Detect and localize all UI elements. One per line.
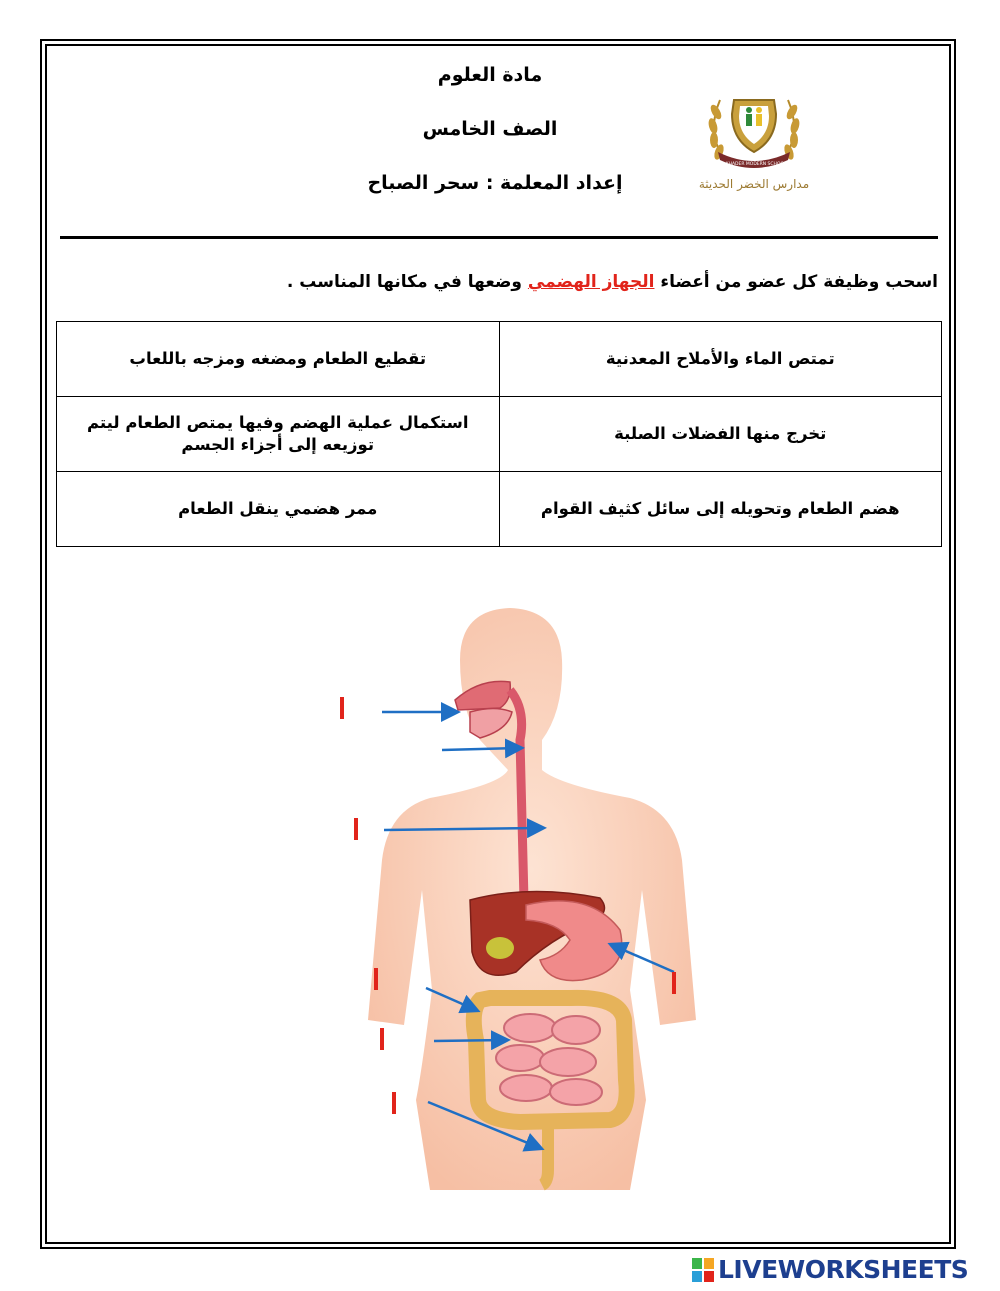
function-card[interactable]: استكمال عملية الهضم وفيها يمتص الطعام ليتم توزيعه إلى أجزاء الجسم <box>57 397 500 472</box>
rectum <box>542 1120 548 1185</box>
function-card[interactable]: ممر هضمي ينقل الطعام <box>57 472 500 547</box>
arrow-small-intestine <box>434 1040 506 1041</box>
function-card[interactable]: هضم الطعام وتحويله إلى سائل كثيف القوام <box>499 472 942 547</box>
functions-table <box>56 321 942 547</box>
table-row <box>57 397 942 472</box>
table-row <box>57 322 942 397</box>
function-card[interactable]: تمتص الماء والأملاح المعدنية <box>499 322 942 397</box>
teacher-credit: إعداد المعلمة : سحر الصباح <box>367 172 623 194</box>
instruction-part-1: اسحب وظيفة كل عضو من أعضاء <box>654 272 938 292</box>
drop-target-5[interactable] <box>380 1028 384 1050</box>
drop-target-4[interactable] <box>672 972 676 994</box>
function-card[interactable]: تخرج منها الفضلات الصلبة <box>499 397 942 472</box>
drop-target-1[interactable] <box>340 697 344 719</box>
instruction-highlight: الجهاز الهضمي <box>527 272 655 292</box>
small-intestine <box>496 1014 602 1105</box>
logo-school-name: مدارس الخضر الحديثة <box>698 177 810 191</box>
function-card[interactable]: تقطيع الطعام ومضغه ومزجه باللعاب <box>57 322 500 397</box>
header-divider <box>60 236 938 239</box>
liveworksheets-logo-icon <box>692 1258 714 1282</box>
logo-ribbon-text: AL KHADER MODERN SCHOOLS <box>718 162 790 167</box>
school-logo <box>686 78 822 196</box>
instruction-text <box>58 272 938 292</box>
subject-title: مادة العلوم <box>437 64 543 86</box>
digestive-system-diagram <box>330 600 700 1200</box>
drop-target-6[interactable] <box>392 1092 396 1114</box>
instruction-part-2: وضعها في مكانها المناسب . <box>286 272 528 292</box>
drop-target-3[interactable] <box>374 968 378 990</box>
grade-title: الصف الخامس <box>422 118 558 140</box>
liveworksheets-wordmark: LIVEWORKSHEETS <box>718 1255 969 1284</box>
liveworksheets-brand <box>692 1255 992 1285</box>
drop-target-2[interactable] <box>354 818 358 840</box>
table-row <box>57 472 942 547</box>
gallbladder <box>486 937 514 959</box>
